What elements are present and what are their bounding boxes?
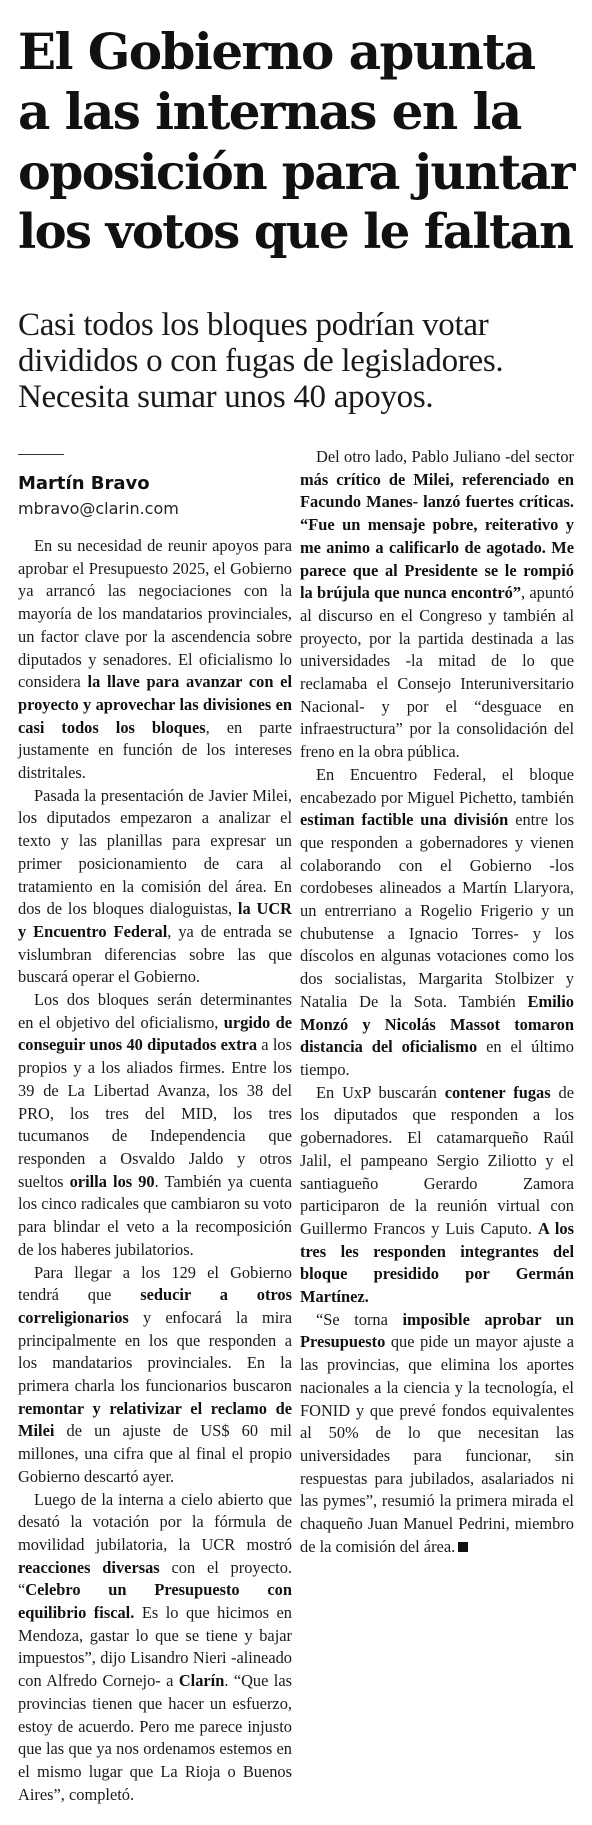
text: Pasada la presentación de Javier Milei, los diputados empezaron a analizar el texto y las planillas para expresar un primer posicionamiento de cara al tratamiento en la comisión del área. En dos de los bloques dialoguistas, xyxy=(18,785,292,919)
headline xyxy=(18,22,578,262)
text: . “Que las provincias tienen que hacer un esfuerzo, estoy de acuerdo. Pero me parece injusto que las que ya nos ordenamos estemos en el mismo lugar que La Rioja o Buenos Aires”, completó. xyxy=(18,1671,292,1804)
highlight: seducir a otros correligionarios xyxy=(18,1285,292,1327)
text: con el proyecto. “ xyxy=(18,1557,293,1600)
text: a los propios y a los aliados firmes. Entre los 39 de La Libertad Avanza, los 38 del PRO, los tres del MID, los tres tucumanos de Independencia que responden a Osvaldo Jaldo y otros sueltos xyxy=(18,1035,292,1191)
article-column-right xyxy=(300,446,574,1558)
text: en el último tiempo. xyxy=(300,1037,574,1079)
highlight: orilla los 90 xyxy=(69,1171,155,1191)
text: y enfocará la mira principalmente en los que responden a los mandatarios provinciales. En la primera charla los funcionarios buscaron xyxy=(18,1307,292,1396)
highlight: contener fugas xyxy=(444,1082,551,1102)
text: , en parte justamente en función de los intereses distritales. xyxy=(18,717,292,783)
headline-line: oposición para juntar xyxy=(18,143,574,201)
text: Para llegar a los 129 el Gobierno tendrá que xyxy=(18,1262,292,1305)
text: En UxP buscarán xyxy=(316,1082,445,1102)
paragraph xyxy=(18,1489,292,1807)
text: Del otro lado, Pablo Juliano -del sector xyxy=(316,447,574,466)
paragraph xyxy=(300,446,574,764)
black-square-icon xyxy=(458,1542,468,1552)
subheadline xyxy=(18,307,578,415)
subheadline-line: Casi todos los bloques podrían votar xyxy=(18,307,489,343)
headline-line: El Gobierno apunta xyxy=(18,22,535,81)
text: “Se torna xyxy=(316,1309,403,1329)
article-column-left xyxy=(18,535,292,1806)
text: , ya de entrada se vislumbran diferencias sobre las que buscará operar el Gobierno. xyxy=(18,921,292,987)
highlight: más crítico de Milei, referenciado en Facundo Manes- lanzó fuertes críticas. “Fue un mensaje pobre, reiterativo y me animo a calificarlo de agotado. Me parece que al Presidente se le rompió la brújula que nunca encontró” xyxy=(300,469,574,603)
highlight: Emilio Monzó y Nicolás Massot tomaron distancia del oficialismo xyxy=(300,991,574,1057)
highlight: la UCR y Encuentro Federal xyxy=(18,899,292,941)
text: . También ya cuenta los cinco radicales que cambiaron su voto para blindar el veto a la recomposición de los haberes jubilatorios. xyxy=(18,1171,292,1259)
paragraph xyxy=(300,764,574,1082)
paragraph xyxy=(300,1082,574,1309)
text: que pide un mayor ajuste a las provincias, que elimina los aportes nacionales a la ciencia y la tecnología, el FONID y que prevé fondos equivalentes al 50% de lo que necesitan las universidades para funcionar, sin respuestas para jubilados, asalariados ni las pymes”, resumió la primera mirada el chaqueño Juan Manuel Pedrini, miembro de la comisión del área. xyxy=(300,1332,574,1556)
highlight: Celebro un Presupuesto con equilibrio fiscal. xyxy=(18,1580,292,1623)
highlight: estiman factible una división xyxy=(300,810,509,830)
text: En su necesidad de reunir apoyos para aprobar el Presupuesto 2025, el Gobierno ya arrancó las negociaciones con la mayoría de los mandatarios provinciales, un factor clave por la ascendencia sobre diputados y senadores. El oficialismo lo considera xyxy=(18,536,292,692)
text: Los dos bloques serán determinantes en el objetivo del oficialismo, xyxy=(18,990,292,1032)
text: de un ajuste de US$ 60 mil millones, una cifra que al final el propio Gobierno descartó ayer. xyxy=(18,1421,292,1486)
text: En Encuentro Federal, el bloque encabezado por Miguel Pichetto, también xyxy=(300,764,574,807)
paragraph xyxy=(18,1262,292,1489)
text: Es lo que hicimos en Mendoza, gastar lo que se tiene y bajar impuestos”, dijo Lisandro Nieri -alineado con Alfredo Cornejo- a xyxy=(18,1603,292,1691)
text: de los diputados que responden a los gobernadores. El catamarqueño Raúl Jalil, el pampeano Sergio Ziliotto y el santiagueño Gerardo Zamora participaron de la reunión virtual con Guillermo Francos y Luis Caputo. xyxy=(300,1082,574,1238)
text: entre los que responden a gobernadores y vienen colaborando con el Gobierno -los cordobeses alineados a Martín Llaryora, un entrerriano a Rogelio Frigerio y un chubutense a Ignacio Torres- y los díscolos en algunas votaciones como los dos socialistas, Margarita Stolbizer y Natalia De la Sota. También xyxy=(300,810,574,1011)
subheadline-line: Necesita sumar unos 40 apoyos. xyxy=(18,379,434,415)
highlight: A los tres les responden integrantes del bloque presidido por Germán Martínez. xyxy=(300,1218,574,1307)
paragraph xyxy=(300,1309,574,1559)
subheadline-line: divididos o con fugas de legisladores. xyxy=(18,343,504,379)
byline-divider xyxy=(18,454,64,455)
author-email: mbravo@clarin.com xyxy=(18,499,179,518)
paragraph xyxy=(18,989,292,1261)
text: , apuntó al discurso en el Congreso y también al proyecto, por la partida destinada a las universidades -la mitad de lo que reclamaba el Consejo Interuniversitario Nacional- y por el “desguace en infraestructura” por la consolidación del freno en la obra pública. xyxy=(300,583,574,762)
highlight: urgido de conseguir unos 40 diputados extra xyxy=(18,1012,292,1055)
paragraph xyxy=(18,535,292,785)
headline-line: los votos que le faltan xyxy=(18,204,573,260)
author-name: Martín Bravo xyxy=(18,473,150,494)
text: Luego de la interna a cielo abierto que desató la votación por la fórmula de movilidad jubilatoria, la UCR mostró xyxy=(18,1489,292,1554)
highlight: imposible aprobar un Presupuesto xyxy=(300,1309,574,1352)
paragraph xyxy=(18,785,292,989)
highlight: remontar y relativizar el reclamo de Milei xyxy=(18,1398,292,1441)
highlight: la llave para avanzar con el proyecto y aprovechar las divisiones en casi todos los bloques xyxy=(18,672,293,737)
headline-line: a las internas en la xyxy=(18,82,521,141)
highlight: reacciones diversas xyxy=(18,1557,160,1577)
highlight: Clarín xyxy=(178,1671,225,1691)
